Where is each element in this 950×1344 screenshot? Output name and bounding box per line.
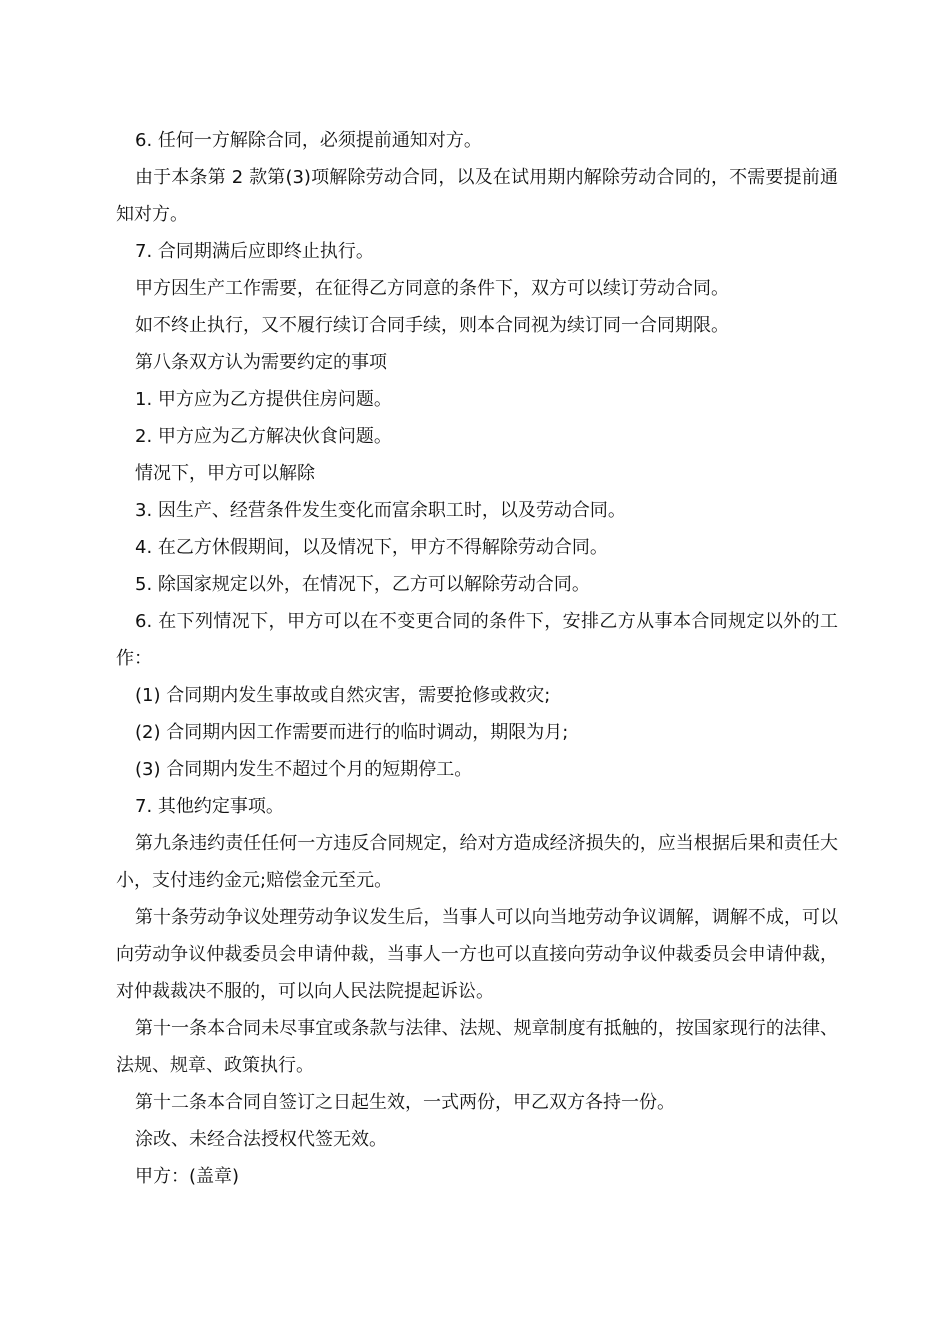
- paragraph: 由于本条第 2 款第(3)项解除劳动合同，以及在试用期内解除劳动合同的，不需要提前通知对方。: [116, 167, 838, 225]
- paragraph: 涂改、未经合法授权代签无效。: [135, 1129, 387, 1150]
- paragraph: 3. 因生产、经营条件发生变化而富余职工时，以及劳动合同。: [135, 500, 626, 521]
- paragraph: 5. 除国家规定以外，在情况下，乙方可以解除劳动合同。: [135, 574, 590, 595]
- paragraph: 2. 甲方应为乙方解决伙食问题。: [135, 426, 392, 447]
- section-heading: 第八条双方认为需要约定的事项: [135, 352, 387, 373]
- document-body: [116, 122, 838, 1195]
- paragraph: 第十条劳动争议处理劳动争议发生后，当事人可以向当地劳动争议调解，调解不成，可以向劳动争议仲裁委员会申请仲裁，当事人一方也可以直接向劳动争议仲裁委员会申请仲裁，对仲裁裁决不服的，可以向人民法院提起诉讼。: [116, 907, 838, 1002]
- paragraph: (3) 合同期内发生不超过个月的短期停工。: [135, 759, 473, 780]
- paragraph: (2) 合同期内因工作需要而进行的临时调动，期限为月;: [135, 722, 569, 743]
- paragraph: 第九条违约责任任何一方违反合同规定，给对方造成经济损失的，应当根据后果和责任大小，支付违约金元;赔偿金元至元。: [116, 833, 838, 891]
- paragraph: (1) 合同期内发生事故或自然灾害，需要抢修或救灾;: [135, 685, 551, 706]
- paragraph: 甲方因生产工作需要，在征得乙方同意的条件下，双方可以续订劳动合同。: [135, 278, 729, 299]
- paragraph: 第十一条本合同未尽事宜或条款与法律、法规、规章制度有抵触的，按国家现行的法律、法规、规章、政策执行。: [116, 1018, 838, 1076]
- paragraph: 情况下，甲方可以解除: [135, 463, 315, 484]
- paragraph: 7. 其他约定事项。: [135, 796, 284, 817]
- paragraph: 如不终止执行，又不履行续订合同手续，则本合同视为续订同一合同期限。: [135, 315, 729, 336]
- signature-line: 甲方：(盖章): [135, 1166, 240, 1187]
- paragraph: 7. 合同期满后应即终止执行。: [135, 241, 374, 262]
- paragraph: 6. 任何一方解除合同，必须提前通知对方。: [135, 130, 482, 151]
- paragraph: 4. 在乙方休假期间，以及情况下，甲方不得解除劳动合同。: [135, 537, 608, 558]
- paragraph: 6. 在下列情况下，甲方可以在不变更合同的条件下，安排乙方从事本合同规定以外的工作：: [116, 611, 838, 669]
- paragraph: 1. 甲方应为乙方提供住房问题。: [135, 389, 392, 410]
- paragraph: 第十二条本合同自签订之日起生效，一式两份，甲乙双方各持一份。: [135, 1092, 675, 1113]
